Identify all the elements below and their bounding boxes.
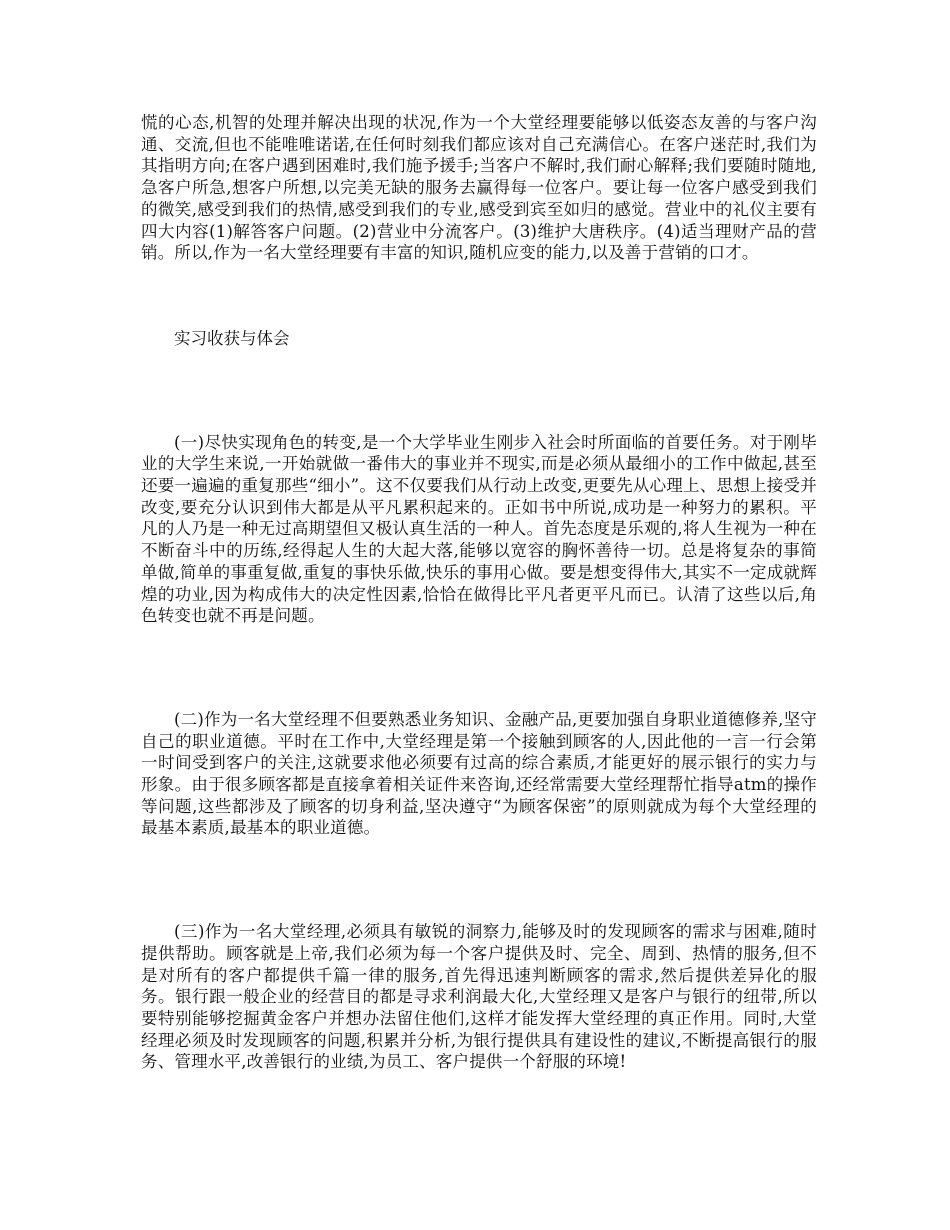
paragraph-role-change: (一)尽快实现角色的转变,是一个大学毕业生刚步入社会时所面临的首要任务。对于刚毕业的大学生来说,一开始就做一番伟大的事业并不现实,而是必须从最细小的工作中做起,甚至还要一遍遍的重复那些“细小”。这不仅要我们从行动上改变,更要先从心理上、思想上接受并改变,要充分认识到伟大都是从平凡累积起来的。正如书中所说,成功是一种努力的累积。平凡的人乃是一种无过高期望但又极认真生活的一种人。首先态度是乐观的,将人生视为一种在不断奋斗中的历练,经得起人生的大起大落,能够以宽容的胸怀善待一切。总是将复杂的事简单做,简单的事重复做,重复的事快乐做,快乐的事用心做。要是想变得伟大,其实不一定成就辉煌的功业,因为构成伟大的决定性因素,恰恰在做得比平凡者更平凡而已。认清了这些以后,角色转变也就不再是问题。	[141, 432, 817, 626]
paragraph-professional-ethics: (二)作为一名大堂经理不但要熟悉业务知识、金融产品,更要加强自身职业道德修养,坚守自己的职业道德。平时在工作中,大堂经理是第一个接触到顾客的人,因此他的一言一行会第一时间受到客户的关注,这就要求他必须要有过高的综合素质,才能更好的展示银行的实力与形象。由于很多顾客都是直接拿着相关证件来咨询,还经常需要大堂经理帮忙指导atm的操作等问题,这些都涉及了顾客的切身利益,坚决遵守“为顾客保密”的原则就成为每个大堂经理的最基本素质,最基本的职业道德。	[141, 709, 817, 838]
document-page	[141, 112, 817, 1073]
paragraph-customer-insight: (三)作为一名大堂经理,必须具有敏锐的洞察力,能够及时的发现顾客的需求与困难,随时提供帮助。顾客就是上帝,我们必须为每一个客户提供及时、完全、周到、热情的服务,但不是对所有的客户都提供千篇一律的服务,首先得迅速判断顾客的需求,然后提供差异化的服务。银行跟一般企业的经营目的都是寻求利润最大化,大堂经理又是客户与银行的纽带,所以要特别能够挖掘黄金客户并想办法留住他们,这样才能发挥大堂经理的真正作用。同时,大堂经理必须及时发现顾客的问题,积累并分析,为银行提供具有建设性的建议,不断提高银行的服务、管理水平,改善银行的业绩,为员工、客户提供一个舒服的环境!	[141, 922, 817, 1072]
paragraph-etiquette: 慌的心态,机智的处理并解决出现的状况,作为一个大堂经理要能够以低姿态友善的与客户沟通、交流,但也不能唯唯诺诺,在任何时刻我们都应该对自己充满信心。在客户迷茫时,我们为其指明方向;在客户遇到困难时,我们施予援手;当客户不解时,我们耐心解释;我们要随时随地,急客户所急,想客户所想,以完美无缺的服务去赢得每一位客户。要让每一位客户感受到我们的微笑,感受到我们的热情,感受到我们的专业,感受到宾至如归的感觉。营业中的礼仪主要有四大内容(1)解答客户问题。(2)营业中分流客户。(3)维护大唐秩序。(4)适当理财产品的营销。所以,作为一名大堂经理要有丰富的知识,随机应变的能力,以及善于营销的口才。	[141, 113, 817, 263]
section-heading: 实习收获与体会	[174, 328, 290, 348]
